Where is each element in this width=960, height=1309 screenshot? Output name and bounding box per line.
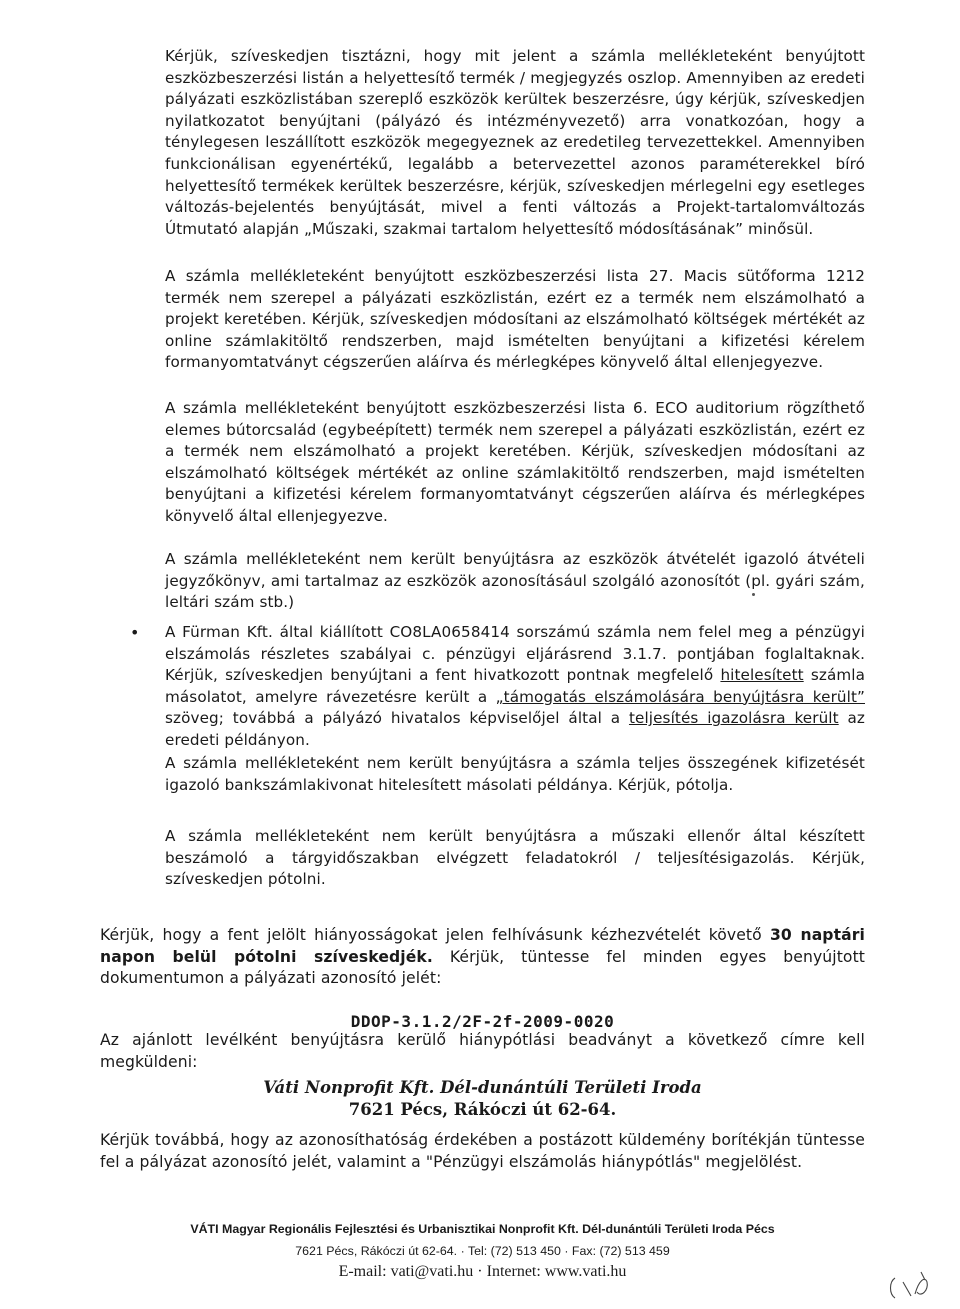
footer-web: E-mail: vati@vati.hu · Internet: www.vati.hu [338, 1263, 627, 1280]
footer-contact: 7621 Pécs, Rákóczi út 62-64. · Tel: (72) 513 450 · Fax: (72) 513 459 [295, 1244, 670, 1258]
paragraph-invoice-not-compliant: A Fürman Kft. által kiállított CO8LA0658414 sorszámú számla nem felel meg a pénzügyi elszámolás részletes szabályai c. pénzügyi eljárásrend 3.1.7. pontjában foglaltaknak. Kérjük, szíveskedjen benyújtani a fent hivatkozott pontnak megfelelő hitelesített számla másolatot, amelyre rávezetésre került a „támogatás elszámolására benyújtásra került” szöveg; továbbá a pályázó hivatalos képviselőjel által a teljesítés igazolásra került az eredeti példányon. [165, 623, 865, 749]
handwritten-initials-signature [885, 1268, 935, 1304]
paragraph-missing-technical-report: A számla mellékleteként nem került benyújtásra a műszaki ellenőr által készített beszámoló a tárgyidőszakban elvégzett feladatokról / teljesítésigazolás. Kérjük, szíveskedjen pótolni. [165, 827, 865, 889]
paragraph-missing-handover-protocol: A számla mellékleteként nem került benyújtásra az eszközök átvételét igazoló átvételi jegyzőkönyv, ami tartalmaz az eszközök azonosításául szolgáló azonosítót (pl. gyári szám, leltári szám stb.) [165, 550, 865, 612]
paragraph-deadline: Kérjük, hogy a fent jelölt hiányosságokat jelen felhívásunk kézhezvételét követő 30 naptári napon belül pótolni szíveskedjék. Kérjük, tüntesse fel minden egyes benyújtott dokumentumon a pályázati azonosító jelét: [100, 926, 865, 988]
paragraph-item-27-not-eligible: A számla mellékleteként benyújtott eszközbeszerzési lista 27. Macis sütőforma 1212 termék nem szerepel a pályázati eszközlistán, ezért ez a termék nem elszámolható a projekt keretében. Kérjük, szíveskedjen módosítani az elszámolható költségek mértékét az online számlakitöltő rendszerben, majd ismételten benyújtani a kifizetési kérelem formanyomtatványt cégszerűen aláírva és mérlegképes könyvelő által ellenjegyezve. [165, 267, 865, 372]
paragraph-item-6-not-eligible: A számla mellékleteként benyújtott eszközbeszerzési lista 6. ECO auditorium rögzíthető elemes bútorcsalád (egybeépített) termék nem szerepel a pályázati eszközlistán, ezért ez a termék nem elszámolható a projekt keretében. Kérjük, szíveskedjen módosítani az elszámolható költségek mértékét az online számlakitöltő rendszerben, majd ismételten benyújtani a kifizetési kérelem formanyomtatványt cégszerűen aláírva és mérlegképes könyvelő által ellenjegyezve. [165, 399, 865, 525]
project-code: DDOP-3.1.2/2F-2f-2009-0020 [350, 1012, 615, 1031]
stray-dot [752, 593, 755, 596]
bullet-marker: • [130, 623, 140, 642]
footer-organization: VÁTI Magyar Regionális Fejlesztési és Urbanisztikai Nonprofit Kft. Dél-dunántúli Területi Iroda Pécs [190, 1222, 775, 1236]
address-street: 7621 Pécs, Rákóczi út 62-64. [348, 1100, 617, 1119]
address-organization: Váti Nonprofit Kft. Dél-dunántúli Területi Iroda [263, 1078, 702, 1097]
paragraph-clarification-request: Kérjük, szíveskedjen tisztázni, hogy mit jelent a számla mellékleteként benyújtott eszközbeszerzési listán a helyettesítő termék / megjegyzés oszlop. Amennyiben az eredeti pályázati eszközlistában szereplő eszközök kerültek beszerzésre, úgy kérjük, szíveskedjen nyilatkozatot benyújtani (pályázó és intézményvezető) arra vonatkozóan, hogy a ténylegesen leszállított eszközök megegyeznek az eredetileg tervezettekkel. Amennyiben funkcionálisan egyenértékű, legalább a betervezettel azonos paraméterekkel bíró helyettesítő termékek kerültek beszerzésre, kérjük, szíveskedjen mérlegelni egy esetleges változás-bejelentés benyújtását, mivel a fenti változás a Projekt-tartalomváltozás Útmutató alapján „Műszaki, szakmai tartalom helyettesítő módosításának” minősül. [165, 47, 865, 238]
paragraph-envelope-instruction: Kérjük továbbá, hogy az azonosíthatóság érdekében a postázott küldemény borítékján tüntesse fel a pályázat azonosító jelét, valamint a "Pénzügyi elszámolás hiánypótlás" megjelölést. [100, 1131, 865, 1171]
paragraph-missing-bank-statement: A számla mellékleteként nem került benyújtásra a számla teljes összegének kifizetését igazoló bankszámlakivonat hitelesített másolati példánya. Kérjük, pótolja. [165, 754, 865, 794]
paragraph-mailing-instruction: Az ajánlott levélként benyújtásra kerülő hiánypótlási beadványt a következő címre kell megküldeni: [100, 1031, 865, 1071]
